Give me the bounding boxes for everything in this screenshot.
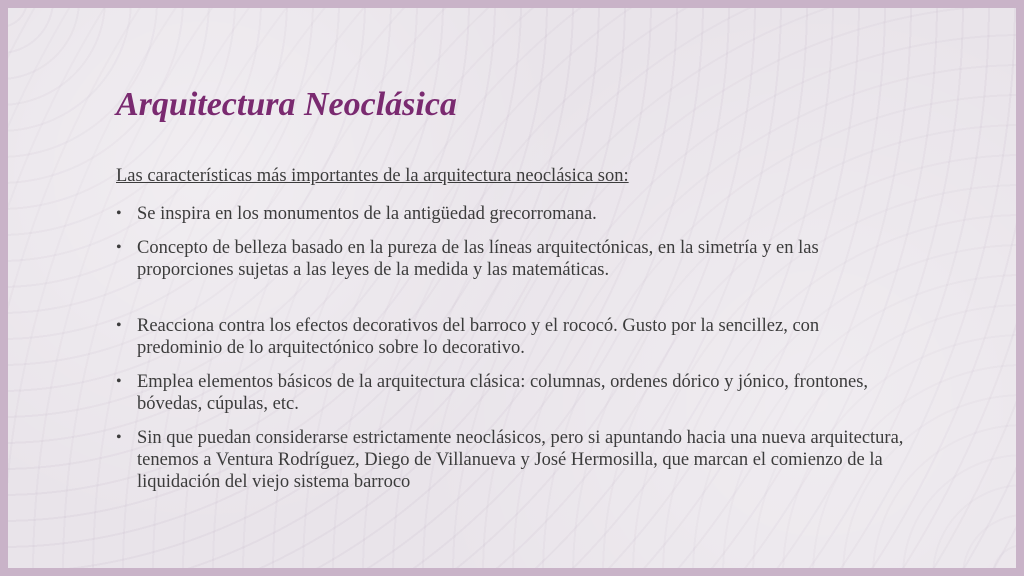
bullet-item (116, 315, 906, 359)
bullet-text: Concepto de belleza basado en la pureza de las líneas arquitectónicas, en la simetría y en las proporciones sujetas a las leyes de la medida y las matemáticas. (137, 238, 819, 280)
bullet-text: Reacciona contra los efectos decorativos del barroco y el rococó. Gusto por la sencillez, con predominio de lo arquitectónico sobre lo decorativo. (137, 316, 820, 358)
bullet-dot-icon: • (116, 373, 122, 390)
bullet-text: Se inspira en los monumentos de la antigüedad grecorromana. (137, 204, 597, 224)
bullet-item (116, 237, 906, 281)
bullet-dot-icon: • (116, 239, 122, 256)
bullet-dot-icon: • (116, 205, 122, 222)
bullet-item (116, 371, 906, 415)
slide-content (116, 165, 906, 505)
bullet-text: Sin que puedan considerarse estrictamente neoclásicos, pero si apuntando hacia una nueva arquitectura, tenemos a Ventura Rodríguez, Diego de Villanueva y José Hermosilla, que marcan el comienzo de la liquidación del viejo sistema barroco (137, 428, 904, 492)
intro-text: Las características más importantes de la arquitectura neoclásica son: (116, 166, 629, 186)
bullet-text: Emplea elementos básicos de la arquitectura clásica: columnas, ordenes dórico y jónico, frontones, bóvedas, cúpulas, etc. (137, 372, 869, 414)
bullet-list (116, 203, 906, 493)
slide-title: Arquitectura Neoclásica (116, 86, 457, 123)
bullet-item (116, 427, 906, 493)
bullet-dot-icon: • (116, 429, 122, 446)
bullet-dot-icon: • (116, 317, 122, 334)
bullet-item (116, 203, 906, 225)
